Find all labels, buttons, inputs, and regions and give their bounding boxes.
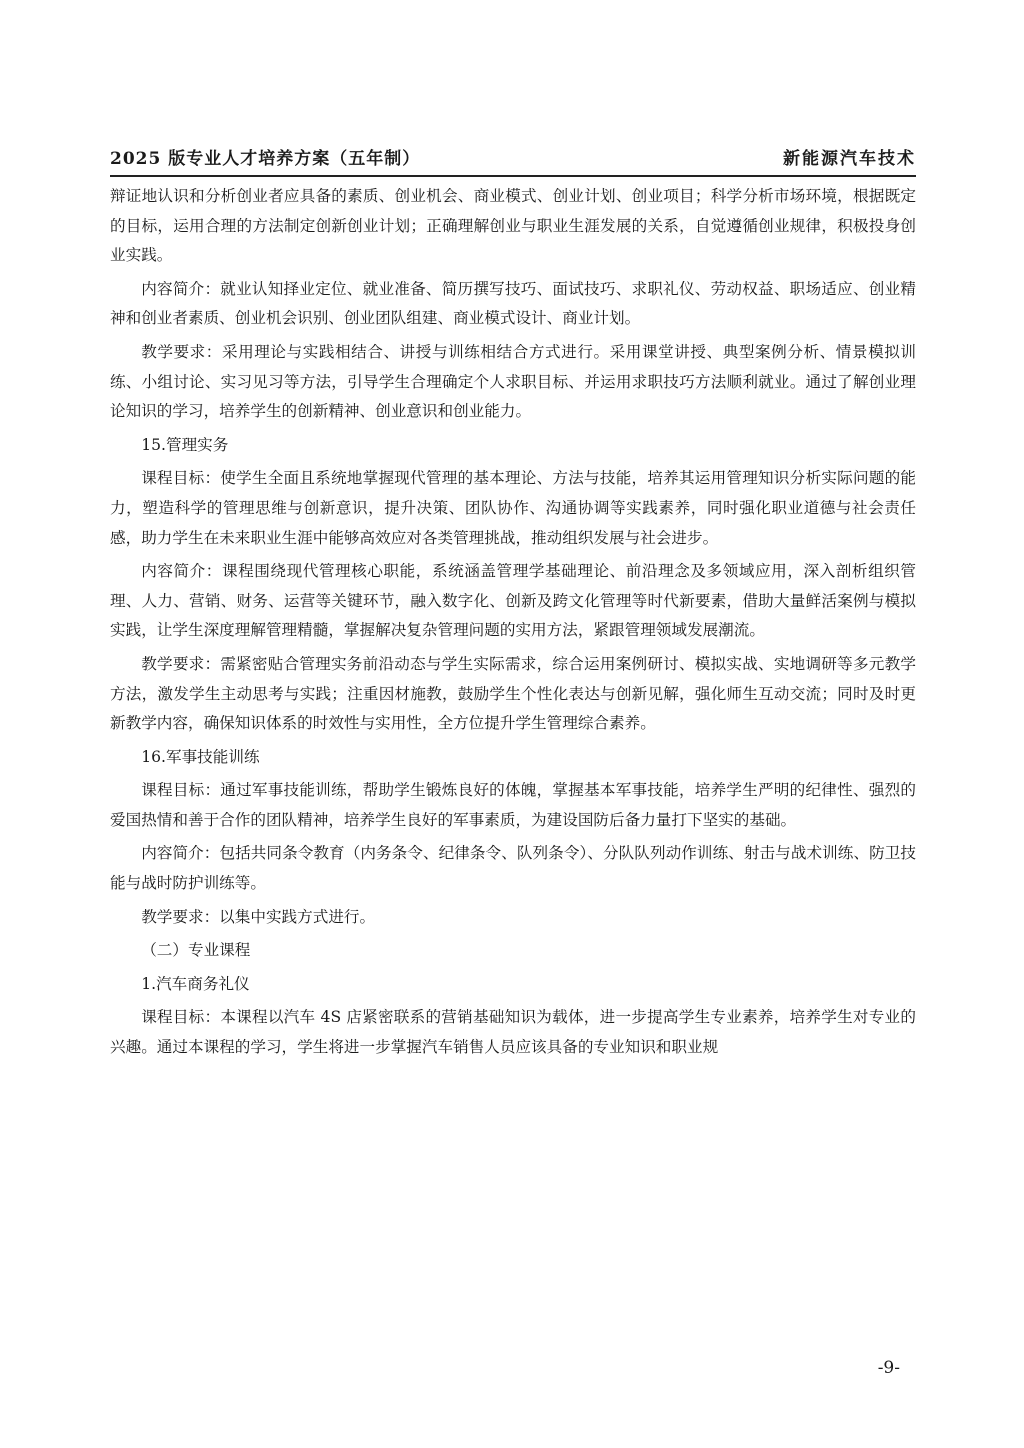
paragraph-teaching-requirements: 教学要求：采用理论与实践相结合、讲授与训练相结合方式进行。采用课堂讲授、典型案例分析、情景模拟训练、小组讨论、实习见习等方法，引导学生合理确定个人求职目标、并运用求职技巧方法顺利就业。通过了解创业理论知识的学习，培养学生的创新精神、创业意识和创业能力。 xyxy=(110,342,916,421)
page-number: -9- xyxy=(877,1358,900,1378)
section-heading-1: 1.汽车商务礼仪 xyxy=(141,974,250,993)
paragraph-course-goal: 课程目标：通过军事技能训练，帮助学生锻炼良好的体魄，掌握基本军事技能，培养学生严明的纪律性、强烈的爱国热情和善于合作的团队精神，培养学生良好的军事素质，为建设国防后备力量打下坚实的基础。 xyxy=(110,781,916,829)
paragraph-content-intro: 内容简介：就业认知择业定位、就业准备、简历撰写技巧、面试技巧、求职礼仪、劳动权益、职场适应、创业精神和创业者素质、创业机会识别、创业团队组建、商业模式设计、商业计划。 xyxy=(110,279,916,328)
paragraph-continuation: 辩证地认识和分析创业者应具备的素质、创业机会、商业模式、创业计划、创业项目；科学分析市场环境，根据既定的目标，运用合理的方法制定创新创业计划；正确理解创业与职业生涯发展的关系，自觉遵循创业规律，积极投身创业实践。 xyxy=(110,187,916,265)
section-heading-16: 16.军事技能训练 xyxy=(141,747,260,766)
paragraph-content-intro: 内容简介：课程围绕现代管理核心职能，系统涵盖管理学基础理论、前沿理念及多领域应用，深入剖析组织管理、人力、营销、财务、运营等关键环节，融入数字化、创新及跨文化管理等时代新要素，借助大量鲜活案例与模拟实践，让学生深度理解管理精髓，掌握解决复杂管理问题的实用方法，紧跟管理领域发展潮流。 xyxy=(110,562,916,640)
paragraph-teaching-requirements: 教学要求：需紧密贴合管理实务前沿动态与学生实际需求，综合运用案例研讨、模拟实战、实地调研等多元教学方法，激发学生主动思考与实践；注重因材施教，鼓励学生个性化表达与创新见解，强化师生互动交流；同时及时更新教学内容，确保知识体系的时效性与实用性，全方位提升学生管理综合素养。 xyxy=(110,654,916,733)
paragraph-course-goal: 课程目标：本课程以汽车 4S 店紧密联系的营销基础知识为载体，进一步提高学生专业素养，培养学生对专业的兴趣。通过本课程的学习，学生将进一步掌握汽车销售人员应该具备的专业知识和职业规 xyxy=(110,1008,916,1057)
header-subject: 新能源汽车技术 xyxy=(783,149,916,169)
header-title: 2025 版专业人才培养方案（五年制） xyxy=(110,149,421,169)
page-header xyxy=(110,145,916,177)
document-body xyxy=(110,182,916,1067)
paragraph-teaching-requirements: 教学要求：以集中实践方式进行。 xyxy=(141,907,376,926)
paragraph-course-goal: 课程目标：使学生全面且系统地掌握现代管理的基本理论、方法与技能，培养其运用管理知识分析实际问题的能力，塑造科学的管理思维与创新意识，提升决策、团队协作、沟通协调等实践素养，同时强化职业道德与社会责任感，助力学生在未来职业生涯中能够高效应对各类管理挑战，推动组织发展与社会进步。 xyxy=(110,469,916,547)
section-heading-15: 15.管理实务 xyxy=(141,435,229,454)
section-heading-professional-courses: （二）专业课程 xyxy=(141,941,251,960)
paragraph-content-intro: 内容简介：包括共同条令教育（内务条令、纪律条令、队列条令）、分队队列动作训练、射击与战术训练、防卫技能与战时防护训练等。 xyxy=(110,844,916,893)
